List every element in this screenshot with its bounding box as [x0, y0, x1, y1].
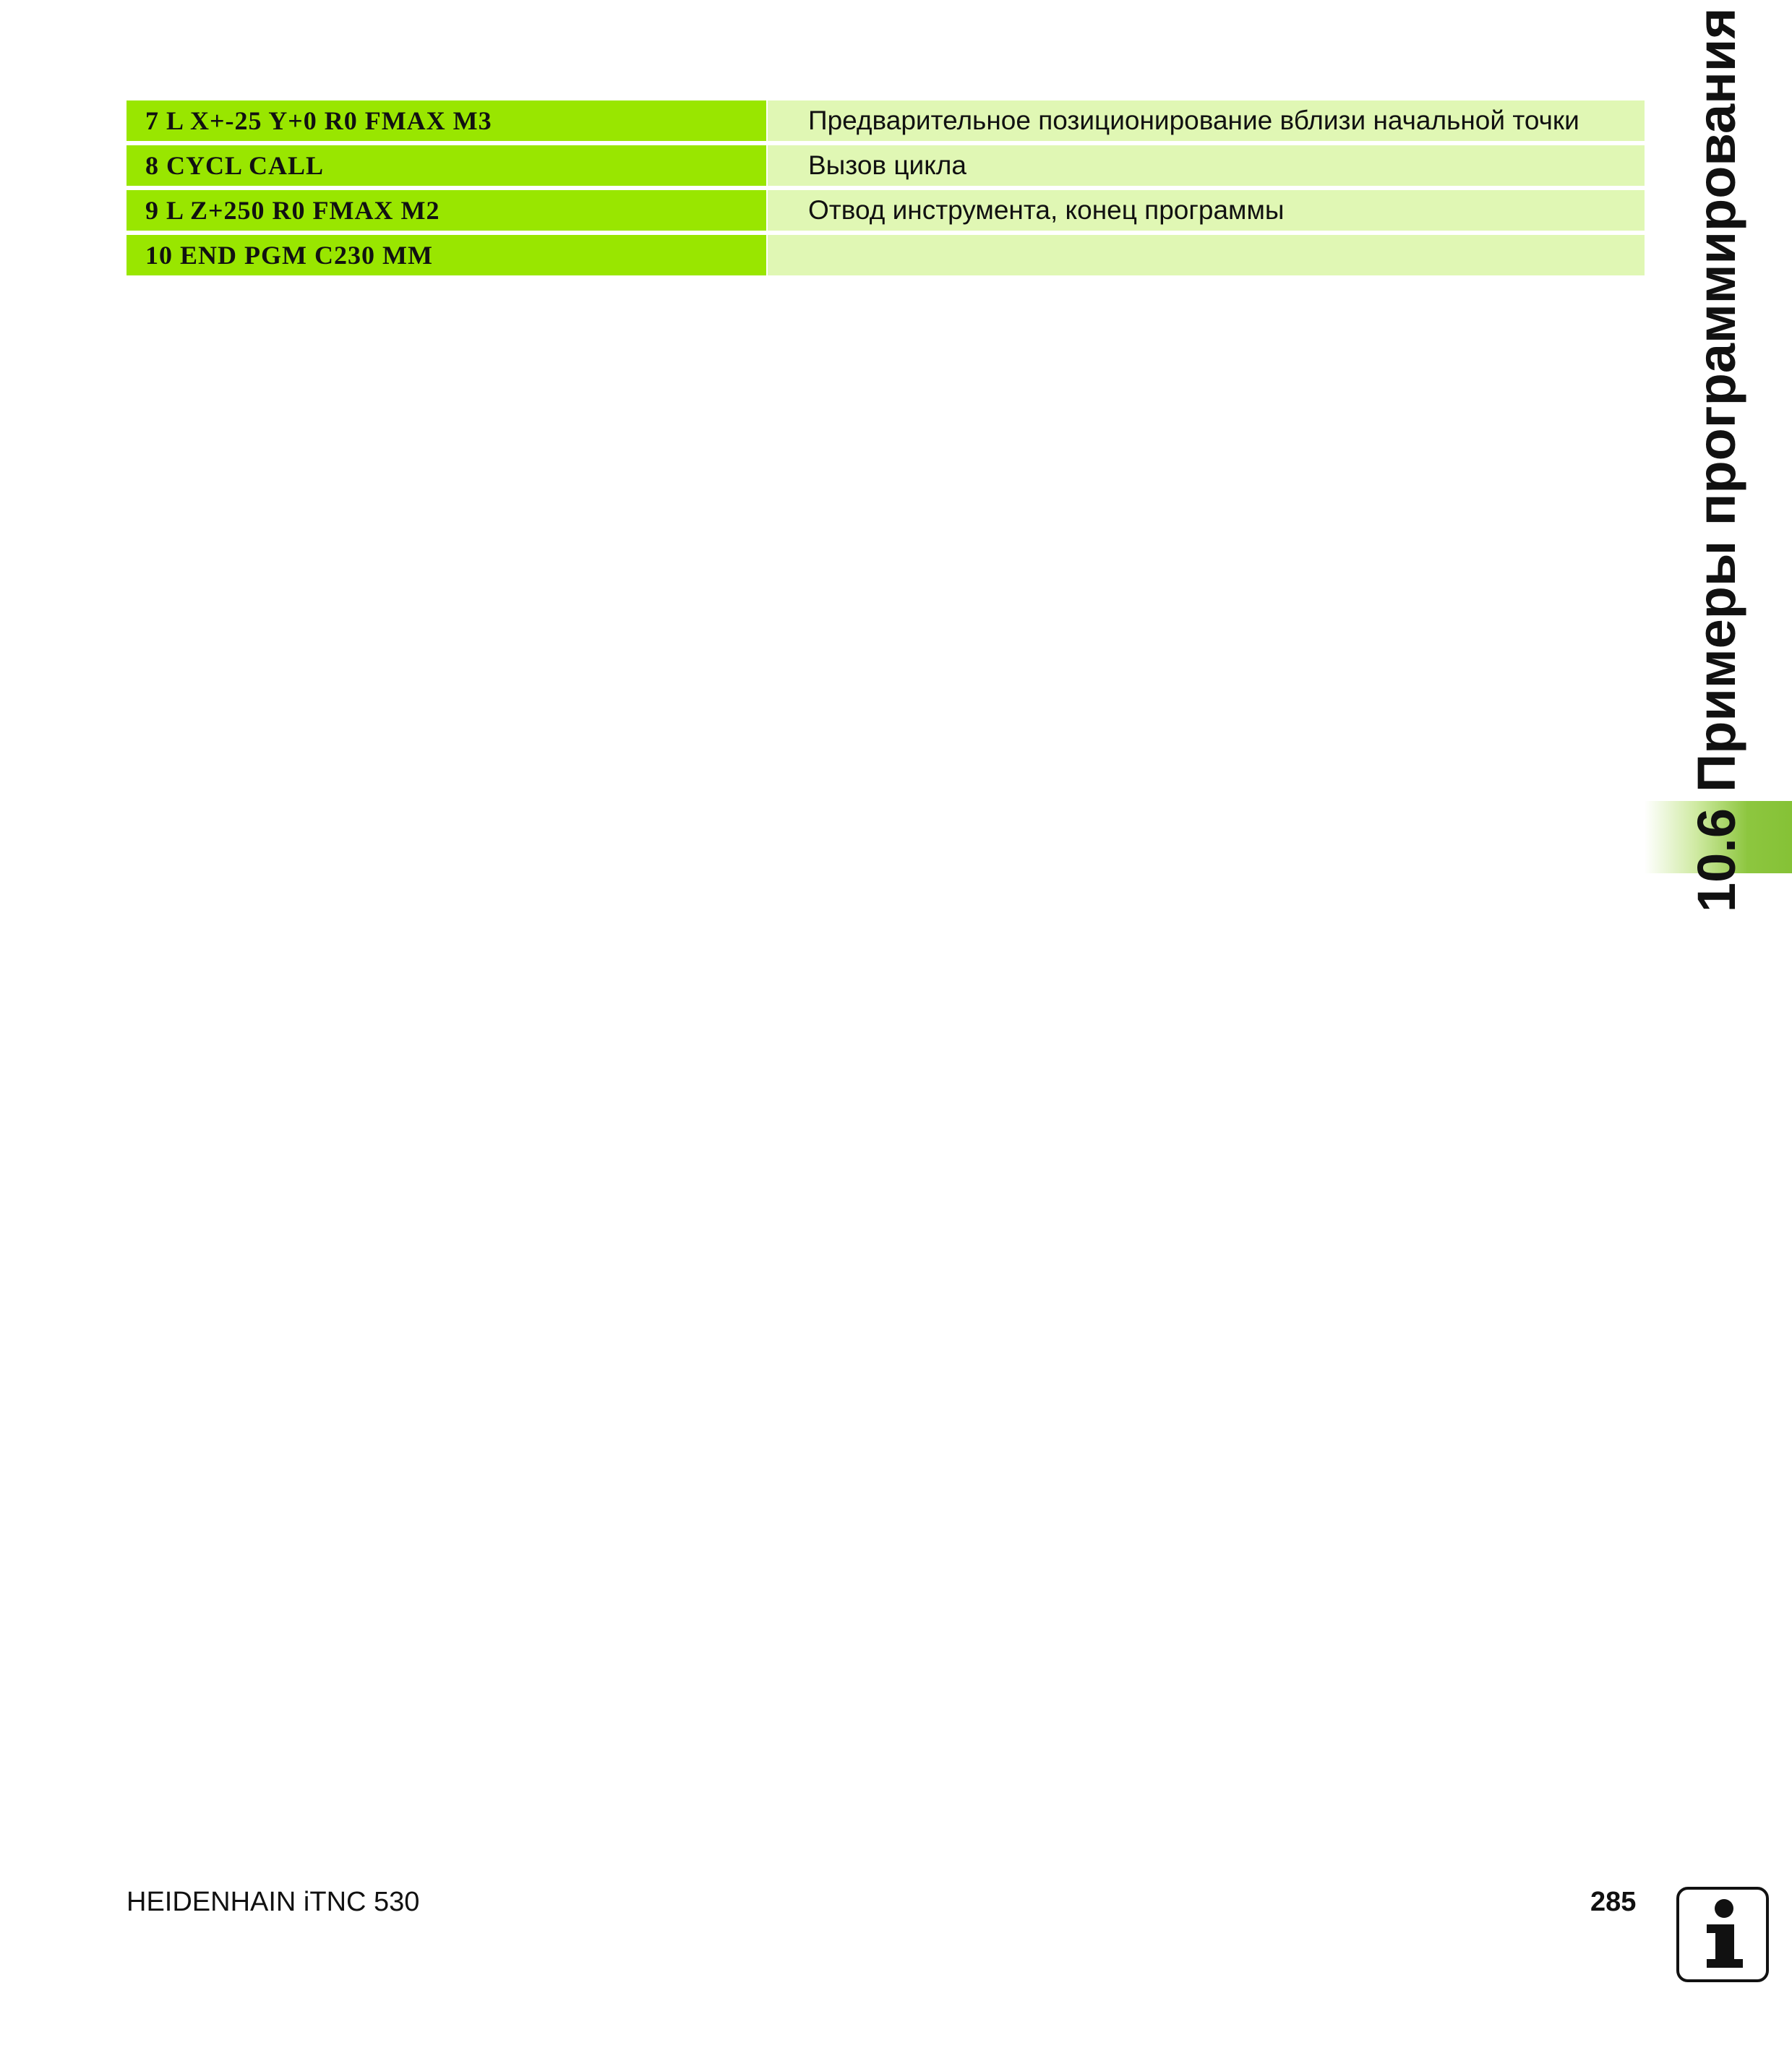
table-row: [127, 100, 1645, 141]
table-row: [127, 145, 1645, 186]
nc-description-cell: [768, 235, 1645, 275]
table-row: [127, 235, 1645, 275]
info-icon: [1676, 1887, 1769, 1982]
section-heading-vertical: [1686, 7, 1746, 912]
nc-program-table: [127, 100, 1645, 280]
nc-code-cell: 7 L X+-25 Y+0 R0 FMAX M3: [127, 100, 766, 141]
nc-description-cell: Вызов цикла: [768, 145, 1645, 186]
nc-code-cell: 10 END PGM C230 MM: [127, 235, 766, 275]
section-number: 10.6: [1686, 807, 1746, 912]
nc-description-cell: Предварительное позиционирование вблизи начальной точки: [768, 100, 1645, 141]
nc-code-cell: 8 CYCL CALL: [127, 145, 766, 186]
section-title: Примеры программирования: [1686, 7, 1746, 792]
table-row: [127, 190, 1645, 231]
nc-description-cell: Отвод инструмента, конец программы: [768, 190, 1645, 231]
info-glyph: [1679, 1890, 1766, 1979]
footer-product-name: HEIDENHAIN iTNC 530: [127, 1887, 420, 1917]
nc-code-cell: 9 L Z+250 R0 FMAX M2: [127, 190, 766, 231]
page-number: 285: [1590, 1887, 1637, 1917]
